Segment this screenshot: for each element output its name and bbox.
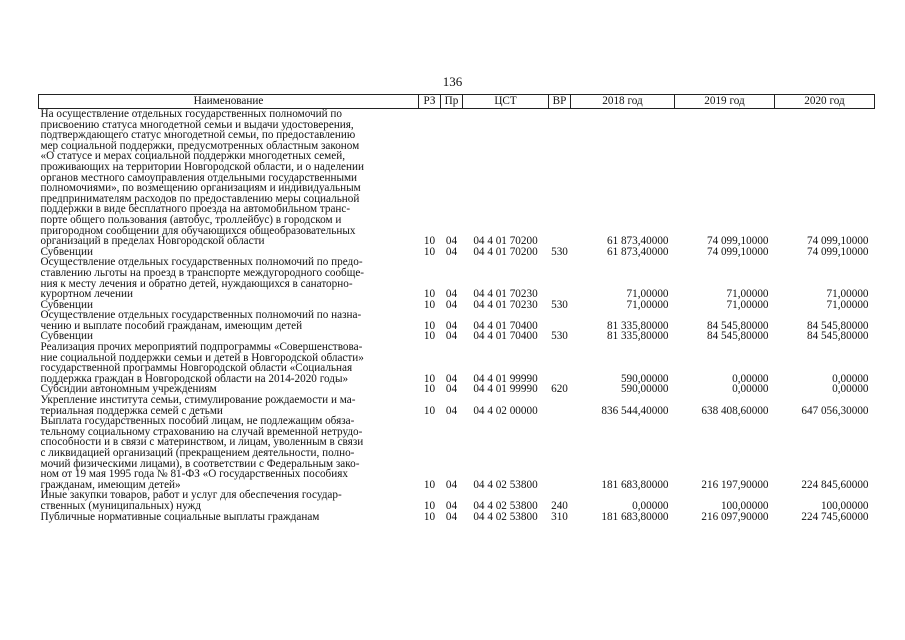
cell-y2020: 74 099,10000 xyxy=(806,235,869,248)
cell-rz: 10 xyxy=(423,383,436,396)
row-name-line: Публичные нормативные социальные выплаты гражданам xyxy=(40,510,320,523)
row-name-line: Субвенции xyxy=(40,298,93,311)
cell-y2020: 71,00000 xyxy=(826,288,869,301)
row-name xyxy=(39,109,419,247)
table-row xyxy=(39,395,875,416)
row-name-line: государственной программы Новгородской области «Социальная xyxy=(40,362,353,375)
cell-y2018: 71,00000 xyxy=(626,298,669,311)
cell-vr xyxy=(549,109,571,247)
cell-y2018: 590,00000 xyxy=(620,383,669,396)
cell-y2018: 61 873,40000 xyxy=(606,235,669,248)
cell-y2019: 216 197,90000 xyxy=(701,478,769,491)
header-name: Наименование xyxy=(39,95,419,109)
row-name-line: Укрепление института семьи, стимулирование рождаемости и ма- xyxy=(40,394,356,407)
budget-table xyxy=(38,94,875,522)
row-name xyxy=(39,416,419,490)
row-name-line: предпринимателям расходов по предоставлению меры социальной xyxy=(40,192,360,205)
row-name-line: способности и в связи с материнством, и лицам, уволенным в связи xyxy=(40,436,364,449)
cell-pr: 04 xyxy=(445,383,458,396)
cell-y2019: 84 545,80000 xyxy=(706,319,769,332)
header-2018: 2018 год xyxy=(571,95,675,109)
row-name-line: присвоению статуса многодетной семьи и выдачи удостоверения, xyxy=(40,118,354,131)
cell-vr xyxy=(549,342,571,384)
cell-y2020: 0,00000 xyxy=(832,372,869,385)
cell-vr xyxy=(549,310,571,331)
row-name xyxy=(39,512,419,523)
row-name-line: Осуществление отдельных государственных полномочий по предо- xyxy=(40,256,363,269)
cell-rz: 10 xyxy=(423,319,436,332)
row-name-line: чению и выплате пособий гражданам, имеющим детей xyxy=(40,319,303,332)
cell-y2020: 84 545,80000 xyxy=(806,319,869,332)
cell-vr: 530 xyxy=(551,245,568,258)
table-row xyxy=(39,257,875,299)
cell-y2020: 0,00000 xyxy=(832,383,869,396)
row-name-line: органов местного самоуправления отдельными государственными xyxy=(40,171,358,184)
cell-y2018: 181 683,80000 xyxy=(601,510,669,523)
row-name-line: ном от 19 мая 1995 года № 81-ФЗ «О государственных пособиях xyxy=(40,468,348,481)
table-body xyxy=(39,109,875,523)
cell-pr: 04 xyxy=(445,404,458,417)
cell-vr xyxy=(549,416,571,490)
row-name xyxy=(39,310,419,331)
header-pr: Пр xyxy=(441,95,463,109)
row-name-line: пригородном сообщении для обучающихся общеобразовательных xyxy=(40,224,356,237)
cell-vr: 240 xyxy=(551,499,568,512)
cell-pr: 04 xyxy=(445,245,458,258)
cell-cst: 04 4 02 53800 xyxy=(473,478,538,491)
row-name-line: Субвенции xyxy=(40,330,93,343)
table-row xyxy=(39,342,875,384)
header-vr: ВР xyxy=(549,95,571,109)
row-name-line: Субсидии автономным учреждениям xyxy=(40,383,217,396)
table-row xyxy=(39,416,875,490)
cell-pr: 04 xyxy=(445,372,458,385)
cell-cst: 04 4 02 53800 xyxy=(473,499,538,512)
cell-cst: 04 4 01 70230 xyxy=(473,298,538,311)
cell-cst: 04 4 02 00000 xyxy=(473,404,538,417)
cell-y2020: 74 099,10000 xyxy=(806,245,869,258)
cell-cst: 04 4 01 70200 xyxy=(473,245,538,258)
row-name-line: Реализация прочих мероприятий подпрограммы «Совершенствова- xyxy=(40,341,363,354)
row-name-line: с ликвидацией организаций (прекращением деятельности, полно- xyxy=(40,447,355,459)
row-name-line: Осуществление отдельных государственных полномочий по назна- xyxy=(40,309,362,322)
row-name-line: курортном лечении xyxy=(40,288,133,301)
row-name-line: поддержки в виде бесплатного проезда на автомобильном транс- xyxy=(40,203,351,216)
row-name-line: На осуществление отдельных государственных полномочий по xyxy=(40,108,342,120)
row-name-line: ния к месту лечения и обратно детей, нуждающихся в санаторно- xyxy=(40,277,353,290)
cell-y2019: 638 408,60000 xyxy=(701,404,769,417)
row-name-line: ставлению льготы на проезд в транспорте междугородного сообще- xyxy=(40,266,365,279)
table-row xyxy=(39,490,875,511)
header-2020: 2020 год xyxy=(775,95,875,109)
cell-y2020: 647 056,30000 xyxy=(801,404,869,417)
cell-rz: 10 xyxy=(423,499,436,512)
cell-rz: 10 xyxy=(423,235,436,248)
header-2019: 2019 год xyxy=(675,95,775,109)
cell-vr: 620 xyxy=(551,383,568,396)
cell-cst: 04 4 02 53800 xyxy=(473,510,538,523)
cell-pr: 04 xyxy=(445,330,458,343)
cell-y2018: 590,00000 xyxy=(620,372,669,385)
cell-y2018: 81 335,80000 xyxy=(606,330,669,343)
row-name-line: проживающих на территории Новгородской области, и о наделении xyxy=(40,160,364,173)
row-name-line: поддержка граждан в Новгородской области на 2014-2020 годы» xyxy=(40,372,349,385)
cell-y2020: 71,00000 xyxy=(826,298,869,311)
cell-rz: 10 xyxy=(423,372,436,385)
row-name-line: «О статусе и мерах социальной поддержки многодетных семей, xyxy=(40,150,345,163)
cell-vr: 310 xyxy=(551,510,568,523)
cell-cst: 04 4 01 70400 xyxy=(473,319,538,332)
cell-cst: 04 4 01 70400 xyxy=(473,330,538,343)
row-name xyxy=(39,490,419,511)
cell-pr: 04 xyxy=(445,319,458,332)
cell-y2019: 71,00000 xyxy=(726,288,769,301)
header-cst: ЦСТ xyxy=(463,95,549,109)
cell-y2019: 0,00000 xyxy=(732,372,769,385)
row-name-line: мер социальной поддержки, предусмотренных областным законом xyxy=(40,139,360,152)
cell-y2019: 0,00000 xyxy=(732,383,769,396)
table-row xyxy=(39,512,875,523)
cell-y2018: 71,00000 xyxy=(626,288,669,301)
cell-cst: 04 4 01 99990 xyxy=(473,383,538,396)
cell-y2019: 71,00000 xyxy=(726,298,769,311)
table-header-row xyxy=(39,95,875,109)
cell-pr: 04 xyxy=(445,298,458,311)
cell-y2018: 81 335,80000 xyxy=(606,319,669,332)
cell-y2018: 836 544,40000 xyxy=(601,404,669,417)
cell-pr: 04 xyxy=(445,288,458,301)
row-name-line: организаций в пределах Новгородской области xyxy=(40,235,265,248)
row-name-line: порте общего пользования (автобус, троллейбус) в городском и xyxy=(40,213,342,226)
cell-y2018: 0,00000 xyxy=(632,499,669,512)
cell-vr xyxy=(549,257,571,299)
cell-y2020: 84 545,80000 xyxy=(806,330,869,343)
row-name-line: ние социальной поддержки семьи и детей в Новгородской области» xyxy=(40,351,364,364)
cell-y2019: 100,00000 xyxy=(720,499,769,512)
cell-cst: 04 4 01 70200 xyxy=(473,235,538,248)
row-name-line: Субвенции xyxy=(40,245,93,258)
cell-vr: 530 xyxy=(551,298,568,311)
row-name-line: полномочиями», по возмещению организациям и индивидуальным xyxy=(40,182,361,195)
cell-pr: 04 xyxy=(445,235,458,248)
cell-vr: 530 xyxy=(551,330,568,343)
cell-rz: 10 xyxy=(423,298,436,311)
cell-pr: 04 xyxy=(445,510,458,523)
cell-pr: 04 xyxy=(445,478,458,491)
cell-pr: 04 xyxy=(445,499,458,512)
cell-cst: 04 4 01 70230 xyxy=(473,288,538,301)
cell-rz: 10 xyxy=(423,330,436,343)
cell-y2019: 74 099,10000 xyxy=(706,245,769,258)
row-name-line: Иные закупки товаров, работ и услуг для обеспечения государ- xyxy=(40,489,342,502)
cell-rz: 10 xyxy=(423,288,436,301)
cell-y2020: 224 845,60000 xyxy=(801,478,869,491)
row-name xyxy=(39,342,419,384)
row-name-line: ственных (муниципальных) нужд xyxy=(40,499,201,512)
cell-rz: 10 xyxy=(423,245,436,258)
cell-cst: 04 4 01 99990 xyxy=(473,372,538,385)
cell-y2020: 224 745,60000 xyxy=(801,510,869,523)
row-name xyxy=(39,395,419,416)
cell-rz: 10 xyxy=(423,510,436,523)
cell-y2019: 74 099,10000 xyxy=(706,235,769,248)
cell-y2018: 61 873,40000 xyxy=(606,245,669,258)
page-number: 136 xyxy=(442,74,463,89)
row-name-line: подтверждающего статус многодетной семьи, по предоставлению xyxy=(40,129,356,142)
cell-vr xyxy=(549,395,571,416)
row-name-line: териальная поддержка семей с детьми xyxy=(40,404,223,417)
row-name-line: мочий физическими лицами), в соответствии с Федеральным зако- xyxy=(40,457,360,470)
table-row xyxy=(39,310,875,331)
cell-rz: 10 xyxy=(423,478,436,491)
cell-y2019: 84 545,80000 xyxy=(706,330,769,343)
header-rz: РЗ xyxy=(419,95,441,109)
cell-rz: 10 xyxy=(423,404,436,417)
row-name-line: тельному социальному страхованию на случай временной нетрудо- xyxy=(40,425,363,438)
row-name-line: Выплата государственных пособий лицам, не подлежащим обяза- xyxy=(40,415,355,428)
cell-y2018: 181 683,80000 xyxy=(601,478,669,491)
table-row xyxy=(39,109,875,247)
row-name-line: гражданам, имеющим детей» xyxy=(40,478,181,491)
row-name xyxy=(39,257,419,299)
cell-y2020: 100,00000 xyxy=(820,499,869,512)
cell-y2019: 216 097,90000 xyxy=(701,510,769,523)
